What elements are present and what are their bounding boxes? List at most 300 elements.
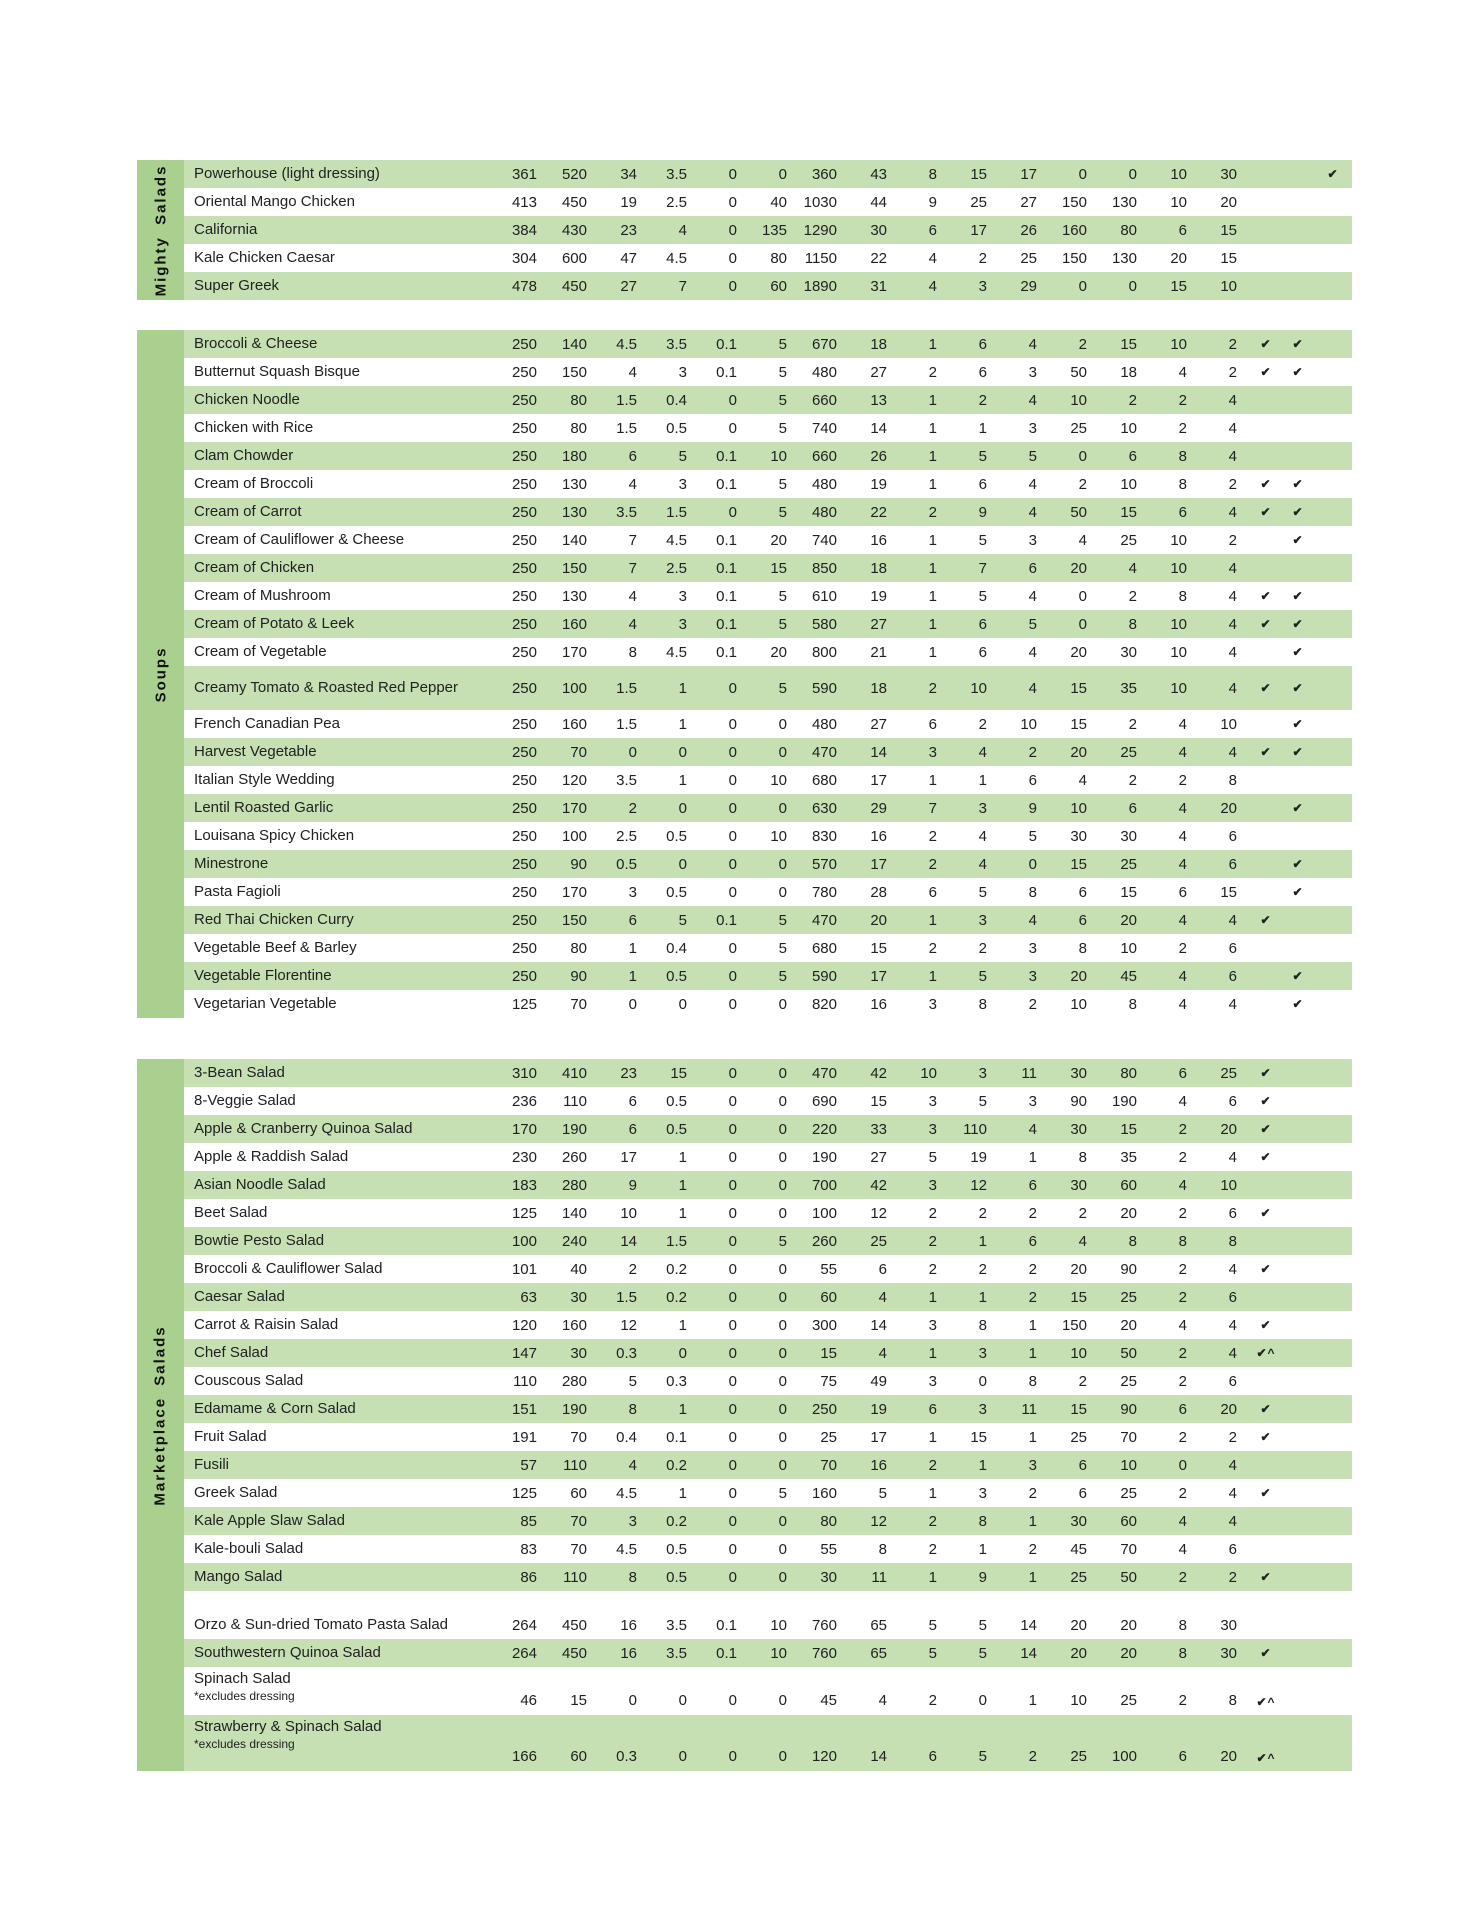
value-cell: 580 — [811, 615, 837, 633]
value-cell: 590 — [811, 967, 837, 985]
value-cell: 2 — [978, 1260, 987, 1278]
table-row — [184, 1535, 1352, 1563]
value-cell: 1 — [978, 1456, 987, 1474]
value-cell: 130 — [561, 587, 587, 605]
value-cell: 43 — [870, 165, 887, 183]
row-label-text: Fusili — [194, 1455, 230, 1473]
value-cell: 0.5 — [666, 883, 687, 901]
row-label — [184, 1484, 500, 1503]
value-cell: 3 — [978, 1344, 987, 1362]
value-cell: 26 — [870, 447, 887, 465]
value-cell: 0 — [728, 503, 737, 521]
value-cell: 590 — [811, 679, 837, 697]
row-label — [184, 643, 500, 662]
value-cell: 55 — [820, 1260, 837, 1278]
value-cell: 3 — [678, 587, 687, 605]
table-row — [184, 1479, 1352, 1507]
value-cell: 8 — [628, 1400, 637, 1418]
value-cell: 6 — [1228, 855, 1237, 873]
table-row — [184, 1087, 1352, 1115]
value-cell: 60 — [1120, 1512, 1137, 1530]
row-label-text: Vegetable Beef & Barley — [194, 938, 357, 956]
value-cell: 4 — [628, 363, 637, 381]
value-cell: 1 — [1028, 1344, 1037, 1362]
value-cell: 410 — [561, 1064, 587, 1082]
row-label — [184, 503, 500, 522]
value-cell: 30 — [1070, 1176, 1087, 1194]
value-cell: 1 — [928, 771, 937, 789]
table-row — [184, 1255, 1352, 1283]
value-cell: 2 — [928, 1692, 937, 1709]
value-cell: 3 — [1028, 967, 1037, 985]
section-rows — [184, 160, 1352, 300]
row-label — [184, 1344, 500, 1363]
value-cell: 6 — [1028, 559, 1037, 577]
value-cell: 17 — [870, 855, 887, 873]
value-cell: 5 — [928, 1148, 937, 1166]
section-label: Marketplace Salads — [152, 1324, 169, 1506]
value-cell: 166 — [511, 1748, 537, 1765]
table-row — [184, 414, 1352, 442]
row-label — [184, 1316, 500, 1335]
value-cell: 17 — [1020, 165, 1037, 183]
value-cell: 2 — [928, 1456, 937, 1474]
value-cell: 0 — [728, 1260, 737, 1278]
value-cell: 0 — [1078, 587, 1087, 605]
value-cell: 3 — [1028, 939, 1037, 957]
value-cell: 0 — [978, 1692, 987, 1709]
value-cell: 5 — [978, 587, 987, 605]
value-cell: 40 — [570, 1260, 587, 1278]
value-cell: 760 — [811, 1616, 837, 1634]
check-icon: ✔ — [1292, 365, 1304, 379]
value-cell: 1 — [678, 771, 687, 789]
value-cell: 25 — [1070, 419, 1087, 437]
value-cell: 1 — [928, 1484, 937, 1502]
value-cell: 20 — [1120, 1204, 1137, 1222]
value-cell: 70 — [570, 743, 587, 761]
check-icon: ✔ — [1260, 1094, 1272, 1108]
value-cell: 25 — [970, 193, 987, 211]
value-cell: 4 — [1228, 391, 1237, 409]
value-cell: 6 — [1228, 827, 1237, 845]
value-cell: 0 — [1078, 165, 1087, 183]
value-cell: 10 — [770, 447, 787, 465]
value-cell: 0 — [778, 995, 787, 1013]
value-cell: 2 — [1178, 391, 1187, 409]
table-row — [184, 710, 1352, 738]
value-cell: 4.5 — [666, 531, 687, 549]
value-cell: 190 — [811, 1148, 837, 1166]
value-cell: 80 — [770, 249, 787, 267]
table-row — [184, 990, 1352, 1018]
value-cell: 46 — [520, 1692, 537, 1709]
value-cell: 90 — [1070, 1092, 1087, 1110]
value-cell: 0 — [728, 1316, 737, 1334]
check-icon: ✔ — [1260, 1646, 1272, 1660]
value-cell: 670 — [811, 335, 837, 353]
table-row — [184, 1715, 1352, 1771]
value-cell: 1 — [1028, 1148, 1037, 1166]
value-cell: 15 — [1070, 715, 1087, 733]
value-cell: 8 — [1028, 883, 1037, 901]
value-cell: 10 — [1220, 1176, 1237, 1194]
value-cell: 2 — [1028, 1748, 1037, 1765]
value-cell: 630 — [811, 799, 837, 817]
row-label-text: Kale-bouli Salad — [194, 1539, 304, 1557]
value-cell: 7 — [978, 559, 987, 577]
row-label-text: Louisana Spicy Chicken — [194, 826, 355, 844]
row-label-text: Lentil Roasted Garlic — [194, 798, 334, 816]
value-cell: 0.4 — [616, 1428, 637, 1446]
table-row — [184, 526, 1352, 554]
value-cell: 4 — [1178, 855, 1187, 873]
row-label-text: Cream of Chicken — [194, 558, 315, 576]
value-cell: 42 — [870, 1064, 887, 1082]
value-cell: 20 — [870, 911, 887, 929]
table-row — [184, 1563, 1352, 1591]
value-cell: 110 — [563, 1092, 587, 1110]
value-cell: 3 — [928, 1372, 937, 1390]
value-cell: 0 — [778, 855, 787, 873]
value-cell: 5 — [778, 503, 787, 521]
value-cell: 20 — [1220, 1120, 1237, 1138]
value-cell: 3 — [978, 277, 987, 295]
value-cell: 2 — [928, 503, 937, 521]
table-row — [184, 554, 1352, 582]
value-cell: 220 — [811, 1120, 837, 1138]
value-cell: 18 — [870, 335, 887, 353]
value-cell: 5 — [778, 587, 787, 605]
value-cell: 4 — [1228, 1344, 1237, 1362]
value-cell: 10 — [1170, 165, 1187, 183]
value-cell: 6 — [978, 615, 987, 633]
table-row — [184, 1611, 1352, 1639]
value-cell: 10 — [1020, 715, 1037, 733]
value-cell: 14 — [1020, 1616, 1037, 1634]
check-icon: ✔ — [1292, 801, 1304, 815]
table-row — [184, 850, 1352, 878]
value-cell: 0 — [728, 743, 737, 761]
table-row — [184, 1227, 1352, 1255]
check-icon: ✔ — [1260, 505, 1272, 519]
row-label — [184, 827, 500, 846]
value-cell: 4 — [1028, 679, 1037, 697]
value-cell: 0 — [778, 1260, 787, 1278]
row-label — [184, 1176, 500, 1195]
value-cell: 12 — [970, 1176, 987, 1194]
table-row — [184, 1423, 1352, 1451]
value-cell: 65 — [870, 1644, 887, 1662]
value-cell: 1 — [928, 1428, 937, 1446]
value-cell: 80 — [570, 419, 587, 437]
value-cell: 5 — [778, 475, 787, 493]
value-cell: 12 — [870, 1204, 887, 1222]
value-cell: 0 — [728, 1148, 737, 1166]
value-cell: 25 — [1070, 1428, 1087, 1446]
value-cell: 20 — [1070, 1260, 1087, 1278]
value-cell: 230 — [511, 1148, 537, 1166]
value-cell: 100 — [511, 1232, 537, 1250]
value-cell: 3.5 — [666, 335, 687, 353]
value-cell: 2 — [1128, 715, 1137, 733]
value-cell: 0 — [978, 1372, 987, 1390]
value-cell: 1 — [928, 335, 937, 353]
value-cell: 1 — [678, 1204, 687, 1222]
row-label — [184, 1667, 500, 1704]
value-cell: 23 — [620, 221, 637, 239]
value-cell: 30 — [1120, 643, 1137, 661]
value-cell: 1290 — [803, 221, 837, 239]
value-cell: 0 — [728, 1428, 737, 1446]
value-cell: 250 — [511, 911, 537, 929]
value-cell: 2 — [1178, 419, 1187, 437]
check-icon: ✔ — [1260, 745, 1272, 759]
value-cell: 15 — [970, 1428, 987, 1446]
value-cell: 3 — [978, 1484, 987, 1502]
value-cell: 0.1 — [716, 1644, 737, 1662]
row-spacer — [184, 1591, 1352, 1611]
row-label-text: Carrot & Raisin Salad — [194, 1315, 339, 1333]
value-cell: 10 — [770, 827, 787, 845]
row-label-text: 3-Bean Salad — [194, 1063, 285, 1081]
value-cell: 16 — [620, 1616, 637, 1634]
value-cell: 250 — [511, 391, 537, 409]
value-cell: 830 — [811, 827, 837, 845]
value-cell: 4 — [1228, 1148, 1237, 1166]
value-cell: 130 — [561, 475, 587, 493]
value-cell: 6 — [928, 715, 937, 733]
value-cell: 1 — [1028, 1512, 1037, 1530]
value-cell: 8 — [978, 1316, 987, 1334]
value-cell: 2 — [928, 1512, 937, 1530]
value-cell: 8 — [1128, 995, 1137, 1013]
value-cell: 0.1 — [716, 335, 737, 353]
row-label-text: Vegetable Florentine — [194, 966, 332, 984]
value-cell: 0 — [728, 277, 737, 295]
value-cell: 700 — [811, 1176, 837, 1194]
row-label-text: Vegetarian Vegetable — [194, 994, 337, 1012]
value-cell: 2 — [978, 1204, 987, 1222]
value-cell: 0.5 — [616, 855, 637, 873]
value-cell: 0 — [778, 799, 787, 817]
value-cell: 49 — [870, 1372, 887, 1390]
value-cell: 34 — [620, 165, 637, 183]
value-cell: 430 — [561, 221, 587, 239]
value-cell: 83 — [520, 1540, 537, 1558]
value-cell: 10 — [1220, 715, 1237, 733]
row-label-text: Pasta Fagioli — [194, 882, 281, 900]
value-cell: 18 — [870, 679, 887, 697]
row-label-text: Apple & Cranberry Quinoa Salad — [194, 1119, 413, 1137]
value-cell: 5 — [978, 883, 987, 901]
value-cell: 0.3 — [666, 1372, 687, 1390]
row-label-text: Fruit Salad — [194, 1427, 267, 1445]
value-cell: 4.5 — [616, 1540, 637, 1558]
row-sublabel-text: *excludes dressing — [194, 1736, 295, 1751]
value-cell: 25 — [1120, 1692, 1137, 1709]
value-cell: 1 — [678, 1400, 687, 1418]
value-cell: 4 — [628, 587, 637, 605]
row-label — [184, 1260, 500, 1279]
value-cell: 6 — [928, 221, 937, 239]
value-cell: 2 — [1078, 1204, 1087, 1222]
value-cell: 90 — [570, 855, 587, 873]
value-cell: 0 — [778, 743, 787, 761]
row-label — [184, 249, 500, 268]
value-cell: 1 — [978, 1232, 987, 1250]
value-cell: 150 — [1061, 193, 1087, 211]
row-label — [184, 1428, 500, 1447]
value-cell: 0 — [778, 1456, 787, 1474]
value-cell: 0 — [778, 883, 787, 901]
value-cell: 5 — [628, 1372, 637, 1390]
value-cell: 140 — [561, 531, 587, 549]
value-cell: 2 — [1028, 1260, 1037, 1278]
value-cell: 10 — [1170, 643, 1187, 661]
value-cell: 0 — [678, 855, 687, 873]
value-cell: 5 — [928, 1644, 937, 1662]
value-cell: 60 — [1120, 1176, 1137, 1194]
value-cell: 30 — [1220, 1616, 1237, 1634]
value-cell: 70 — [570, 1512, 587, 1530]
value-cell: 20 — [1070, 559, 1087, 577]
value-cell: 250 — [511, 771, 537, 789]
value-cell: 17 — [970, 221, 987, 239]
value-cell: 6 — [1178, 1748, 1187, 1765]
value-cell: 75 — [820, 1372, 837, 1390]
value-cell: 18 — [870, 559, 887, 577]
value-cell: 2 — [1178, 1372, 1187, 1390]
value-cell: 2 — [1178, 1204, 1187, 1222]
check-icon: ✔ — [1260, 365, 1272, 379]
row-label — [184, 1148, 500, 1167]
value-cell: 3 — [928, 743, 937, 761]
value-cell: 14 — [620, 1232, 637, 1250]
table-row — [184, 1115, 1352, 1143]
value-cell: 30 — [1220, 1644, 1237, 1662]
value-cell: 15 — [1220, 249, 1237, 267]
row-label-text: French Canadian Pea — [194, 714, 340, 732]
value-cell: 2 — [928, 1232, 937, 1250]
check-icon: ✔ — [1260, 913, 1272, 927]
value-cell: 15 — [870, 1092, 887, 1110]
check-icon: ✔ — [1260, 1206, 1272, 1220]
value-cell: 6 — [1228, 1288, 1237, 1306]
value-cell: 4 — [1178, 799, 1187, 817]
value-cell: 15 — [1220, 221, 1237, 239]
value-cell: 35 — [1120, 1148, 1137, 1166]
row-label-text: Super Greek — [194, 276, 280, 294]
value-cell: 260 — [561, 1148, 587, 1166]
check-icon: ✔ — [1292, 681, 1304, 695]
value-cell: 100 — [561, 679, 587, 697]
value-cell: 1.5 — [616, 715, 637, 733]
row-label — [184, 165, 500, 184]
value-cell: 0.5 — [666, 1568, 687, 1586]
value-cell: 183 — [511, 1176, 537, 1194]
value-cell: 0 — [778, 1512, 787, 1530]
value-cell: 10 — [1070, 1692, 1087, 1709]
value-cell: 450 — [561, 193, 587, 211]
value-cell: 450 — [561, 1616, 587, 1634]
value-cell: 4 — [1028, 911, 1037, 929]
value-cell: 4 — [1178, 743, 1187, 761]
value-cell: 1.5 — [666, 503, 687, 521]
value-cell: 250 — [511, 447, 537, 465]
value-cell: 480 — [811, 363, 837, 381]
value-cell: 19 — [870, 587, 887, 605]
value-cell: 1 — [928, 391, 937, 409]
row-label — [184, 995, 500, 1014]
row-label — [184, 715, 500, 734]
row-label — [184, 911, 500, 930]
check-icon: ✔ — [1292, 533, 1304, 547]
value-cell: 4 — [1228, 995, 1237, 1013]
value-cell: 20 — [1220, 1748, 1237, 1765]
value-cell: 1 — [928, 475, 937, 493]
value-cell: 22 — [870, 503, 887, 521]
row-label-text: Kale Chicken Caesar — [194, 248, 335, 266]
value-cell: 2 — [1178, 1148, 1187, 1166]
value-cell: 3 — [978, 911, 987, 929]
value-cell: 0.5 — [666, 827, 687, 845]
value-cell: 13 — [870, 391, 887, 409]
table-row — [184, 216, 1352, 244]
value-cell: 250 — [511, 967, 537, 985]
check-icon: ✔ — [1292, 857, 1304, 871]
value-cell: 250 — [811, 1400, 837, 1418]
value-cell: 1 — [678, 1316, 687, 1334]
value-cell: 5 — [978, 1092, 987, 1110]
value-cell: 250 — [511, 419, 537, 437]
value-cell: 3.5 — [616, 771, 637, 789]
value-cell: 8 — [1128, 615, 1137, 633]
value-cell: 20 — [1070, 743, 1087, 761]
value-cell: 100 — [811, 1204, 837, 1222]
value-cell: 101 — [511, 1260, 537, 1278]
value-cell: 4 — [878, 1692, 887, 1709]
value-cell: 5 — [978, 1616, 987, 1634]
value-cell: 10 — [1170, 335, 1187, 353]
value-cell: 1 — [928, 447, 937, 465]
table-row — [184, 498, 1352, 526]
value-cell: 3.5 — [666, 1616, 687, 1634]
value-cell: 11 — [1021, 1400, 1037, 1418]
value-cell: 0 — [728, 1176, 737, 1194]
value-cell: 150 — [561, 559, 587, 577]
value-cell: 1 — [928, 967, 937, 985]
value-cell: 2 — [1178, 1120, 1187, 1138]
value-cell: 0 — [778, 1748, 787, 1765]
row-label — [184, 1715, 500, 1752]
value-cell: 5 — [778, 419, 787, 437]
table-row — [184, 738, 1352, 766]
value-cell: 4 — [1228, 1316, 1237, 1334]
table-row — [184, 330, 1352, 358]
row-label-text: Orzo & Sun-dried Tomato Pasta Salad — [194, 1615, 449, 1633]
value-cell: 3 — [978, 1400, 987, 1418]
value-cell: 20 — [770, 531, 787, 549]
value-cell: 10 — [620, 1204, 637, 1222]
value-cell: 27 — [870, 615, 887, 633]
value-cell: 0 — [778, 1064, 787, 1082]
value-cell: 4 — [1228, 911, 1237, 929]
value-cell: 25 — [1070, 1568, 1087, 1586]
value-cell: 8 — [978, 995, 987, 1013]
value-cell: 2 — [628, 799, 637, 817]
value-cell: 60 — [820, 1288, 837, 1306]
